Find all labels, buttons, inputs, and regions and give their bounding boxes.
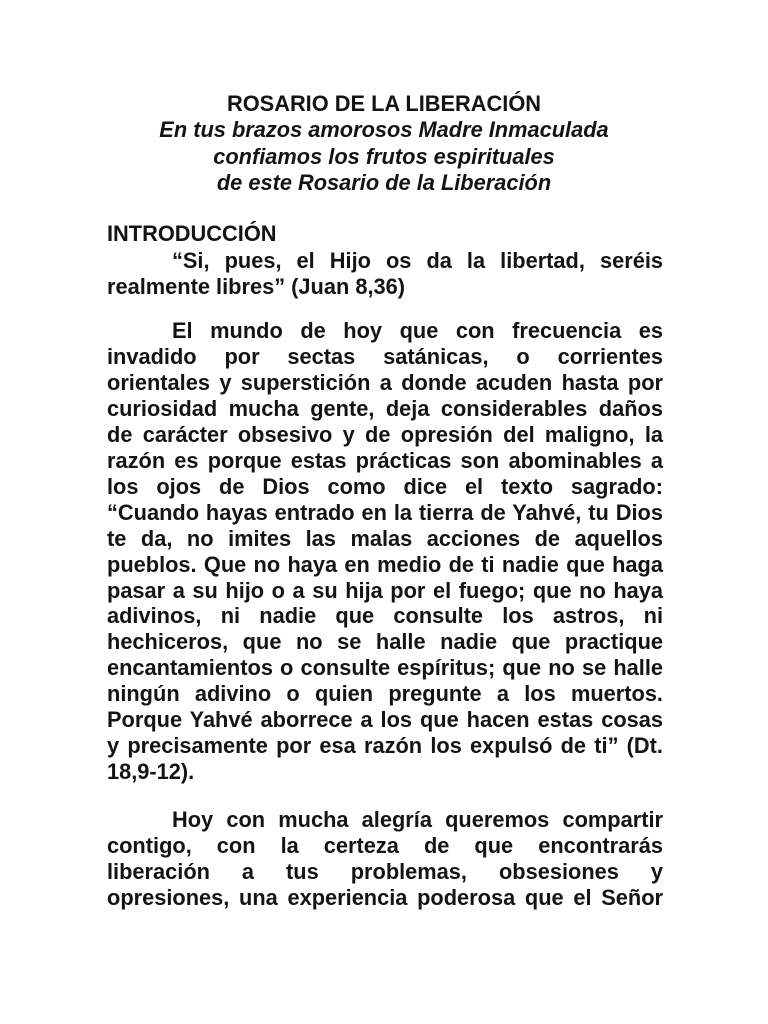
dedication-line: En tus brazos amorosos Madre Inmaculada bbox=[159, 117, 609, 143]
paragraph-line: 18,9-12). bbox=[107, 759, 195, 785]
paragraph-line: Porque Yahvé aborrece a los que hacen estas cosas bbox=[107, 707, 663, 733]
paragraph-line: contigo, con la certeza de que encontrarás bbox=[107, 832, 663, 858]
paragraph-line: pueblos. Que no haya en medio de ti nadie que haga bbox=[107, 551, 663, 577]
paragraph-line: liberación a tus problemas, obsesiones y bbox=[107, 858, 663, 884]
paragraph-line: te da, no imites las malas acciones de aquellos bbox=[107, 525, 663, 551]
document-title: ROSARIO DE LA LIBERACIÓN bbox=[226, 91, 542, 116]
paragraph-line: hechiceros, que no se halle nadie que practique bbox=[107, 629, 663, 655]
paragraph-line: curiosidad mucha gente, deja considerables daños bbox=[107, 395, 663, 421]
paragraph-body bbox=[107, 807, 663, 911]
paragraph-line: encantamientos o consulte espíritus; que no se halle bbox=[107, 655, 663, 681]
paragraph-line: pasar a su hijo o a su hija por el fuego; que no haya bbox=[107, 577, 663, 603]
paragraph-line: y precisamente por esa razón los expulsó de ti” (Dt. bbox=[107, 733, 663, 759]
paragraph-line: de carácter obsesivo y de opresión del maligno, la bbox=[107, 421, 663, 447]
dedication-line: de este Rosario de la Liberación bbox=[216, 169, 552, 195]
dedication-line: confiamos los frutos espirituales bbox=[213, 143, 555, 169]
paragraph-line: Hoy con mucha alegría queremos compartir bbox=[172, 807, 663, 832]
paragraph-line: razón es porque estas prácticas son abominables a bbox=[107, 447, 663, 473]
section-heading: INTRODUCCIÓN bbox=[107, 221, 277, 246]
paragraph-line: orientales y superstición a donde acuden hasta por bbox=[107, 369, 663, 395]
paragraph-line: El mundo de hoy que con frecuencia es bbox=[172, 318, 663, 343]
paragraph-line: los ojos de Dios como dice el texto sagrado: bbox=[107, 473, 663, 499]
paragraph-line: opresiones, una experiencia poderosa que el Señor bbox=[107, 884, 663, 910]
title-block bbox=[0, 91, 768, 196]
paragraph-body bbox=[107, 318, 663, 785]
paragraph-line: “Cuando hayas entrado en la tierra de Yahvé, tu Dios bbox=[107, 499, 663, 525]
paragraph-line: “Si, pues, el Hijo os da la libertad, seréis bbox=[172, 248, 663, 273]
paragraph-line: realmente libres” (Juan 8,36) bbox=[107, 273, 406, 299]
paragraph-line: adivinos, ni nadie que consulte los astros, ni bbox=[107, 603, 663, 629]
paragraph-line: invadido por sectas satánicas, o corrientes bbox=[107, 343, 663, 369]
paragraph-line: ningún adivino o quien pregunte a los muertos. bbox=[107, 681, 663, 707]
paragraph-scripture-quote bbox=[107, 248, 663, 300]
